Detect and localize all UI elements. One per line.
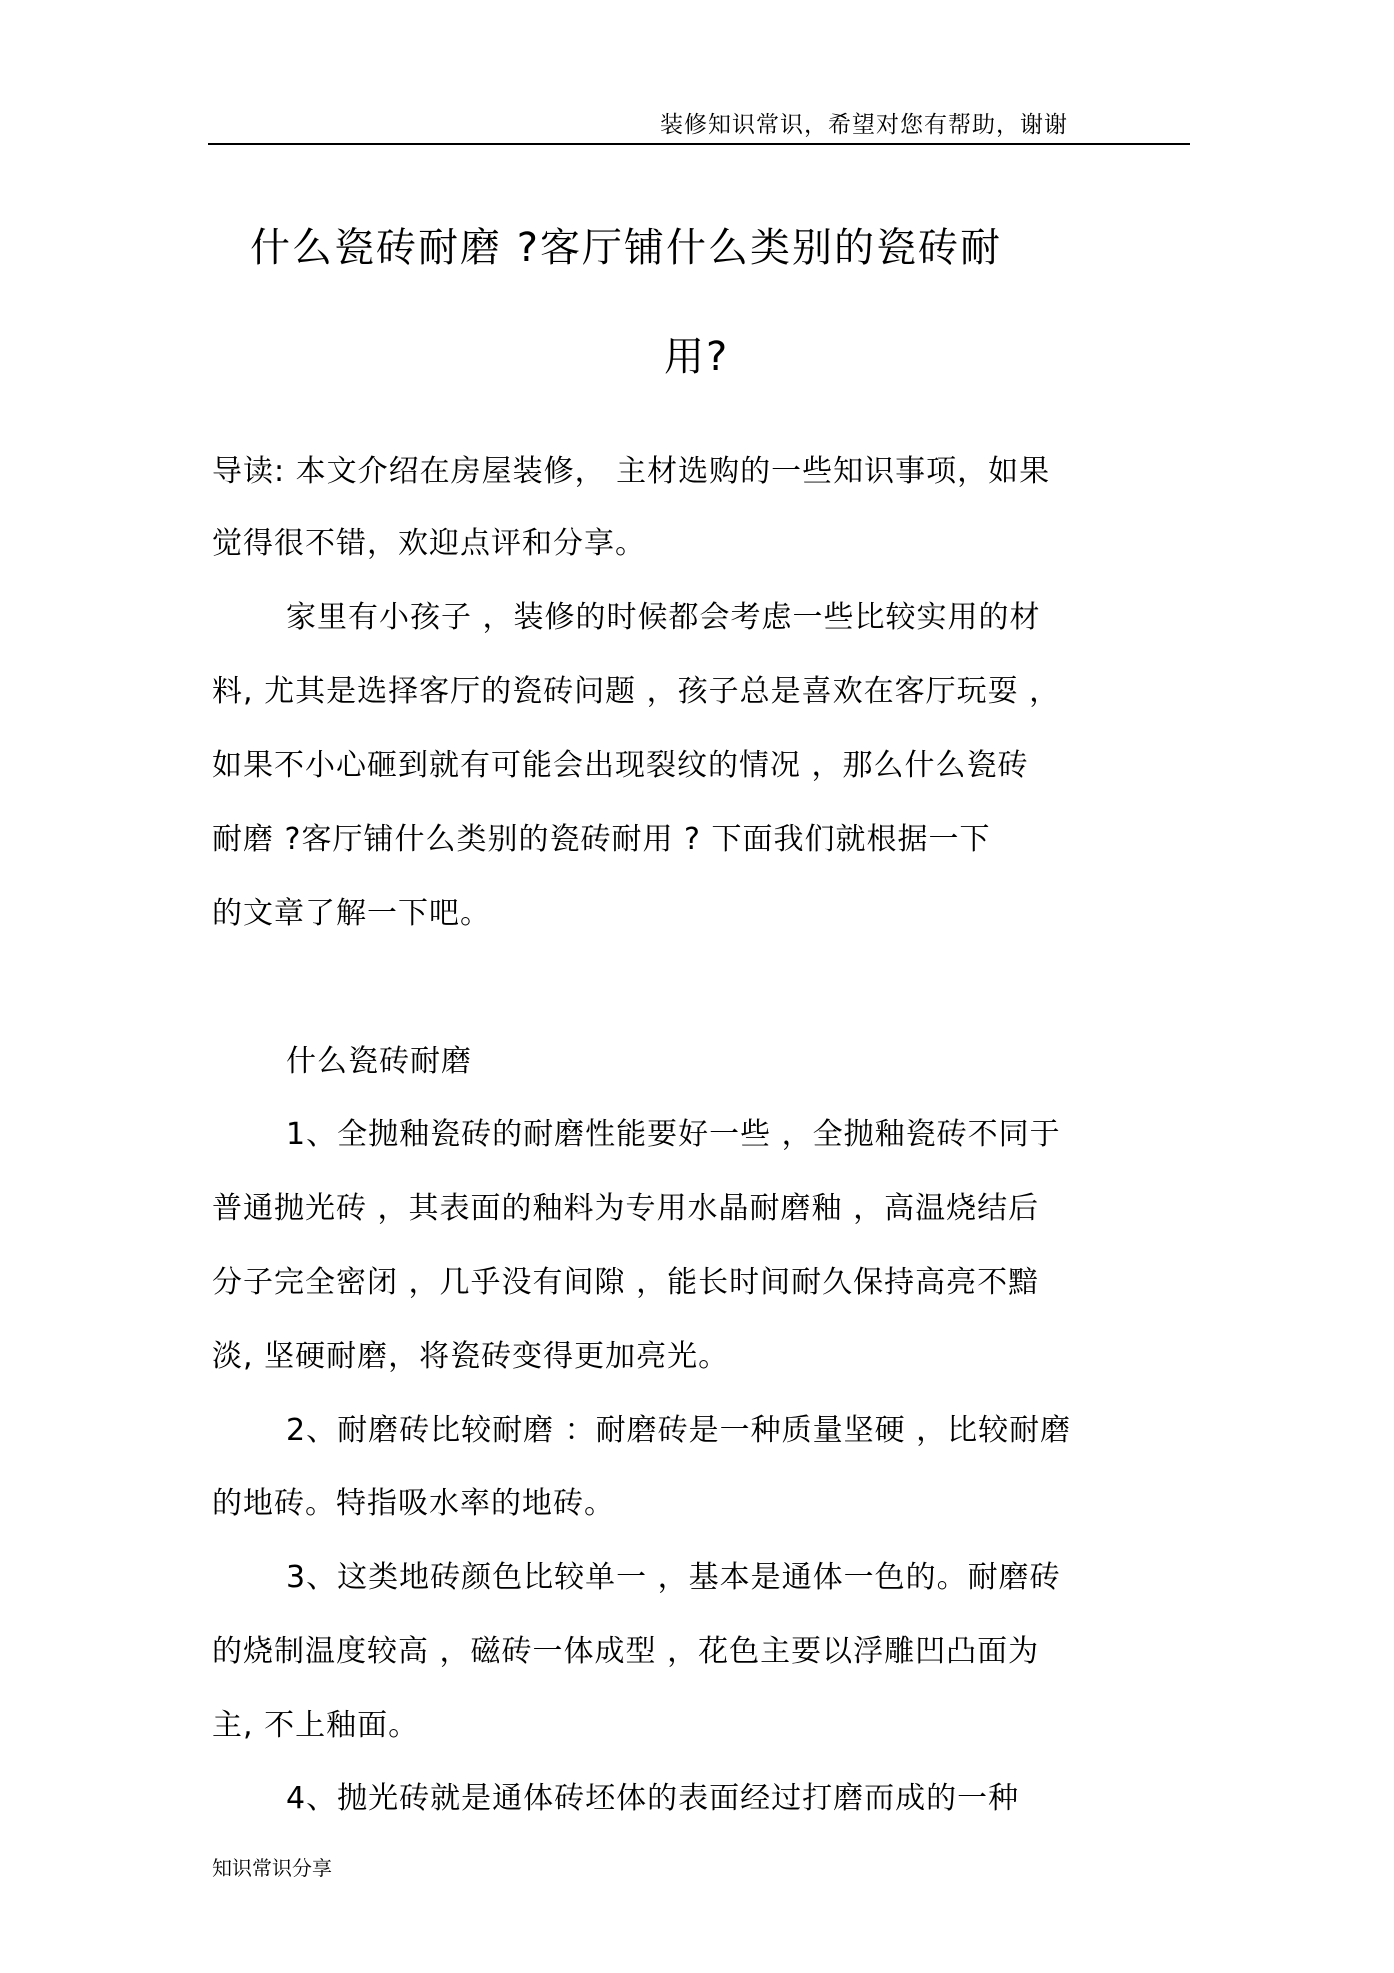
document-title-line-1: 什么瓷砖耐磨 ?客厅铺什么类别的瓷砖耐 bbox=[250, 225, 1002, 271]
paragraph-1-line-2: 料, 尤其是选择客厅的瓷砖问题 ，孩子总是喜欢在客厅玩耍 ， bbox=[212, 674, 1061, 709]
page-header-text: 装修知识常识，希望对您有帮助，谢谢 bbox=[660, 112, 1068, 138]
intro-line-2: 觉得很不错，欢迎点评和分享。 bbox=[212, 526, 646, 561]
paragraph-4-line-1: 3、这类地砖颜色比较单一 ，基本是通体一色的。耐磨砖 bbox=[286, 1560, 1061, 1595]
paragraph-3-line-2: 的地砖。特指吸水率的地砖。 bbox=[212, 1486, 615, 1521]
intro-line-1: 导读: 本文介绍在房屋装修， 主材选购的一些知识事项，如果 bbox=[212, 454, 1051, 489]
paragraph-2-line-3: 分子完全密闭 ，几乎没有间隙 ，能长时间耐久保持高亮不黯 bbox=[212, 1265, 1040, 1300]
paragraph-2-line-2: 普通抛光砖 ，其表面的釉料为专用水晶耐磨釉 ，高温烧结后 bbox=[212, 1191, 1040, 1226]
paragraph-1-line-5: 的文章了解一下吧。 bbox=[212, 896, 491, 931]
paragraph-2-line-4: 淡, 坚硬耐磨，将瓷砖变得更加亮光。 bbox=[212, 1339, 730, 1374]
paragraph-2-line-1: 1、全抛釉瓷砖的耐磨性能要好一些 ，全抛釉瓷砖不同于 bbox=[286, 1117, 1061, 1152]
document-title-line-2: 用? bbox=[664, 334, 730, 380]
paragraph-1-line-1: 家里有小孩子 ，装修的时候都会考虑一些比较实用的材 bbox=[286, 600, 1041, 635]
paragraph-1-line-3: 如果不小心砸到就有可能会出现裂纹的情况 ，那么什么瓷砖 bbox=[212, 748, 1029, 783]
paragraph-1-line-4: 耐磨 ?客厅铺什么类别的瓷砖耐用 ? 下面我们就根据一下 bbox=[212, 822, 991, 857]
paragraph-3-line-1: 2、耐磨砖比较耐磨 ：耐磨砖是一种质量坚硬 ，比较耐磨 bbox=[286, 1413, 1072, 1448]
paragraph-5-line-1: 4、抛光砖就是通体砖坯体的表面经过打磨而成的一种 bbox=[286, 1781, 1020, 1816]
page-footer-text: 知识常识分享 bbox=[212, 1856, 332, 1880]
header-divider bbox=[208, 143, 1190, 145]
paragraph-4-line-3: 主, 不上釉面。 bbox=[212, 1708, 420, 1743]
paragraph-4-line-2: 的烧制温度较高 ，磁砖一体成型 ，花色主要以浮雕凹凸面为 bbox=[212, 1634, 1040, 1669]
section-heading: 什么瓷砖耐磨 bbox=[286, 1044, 472, 1079]
